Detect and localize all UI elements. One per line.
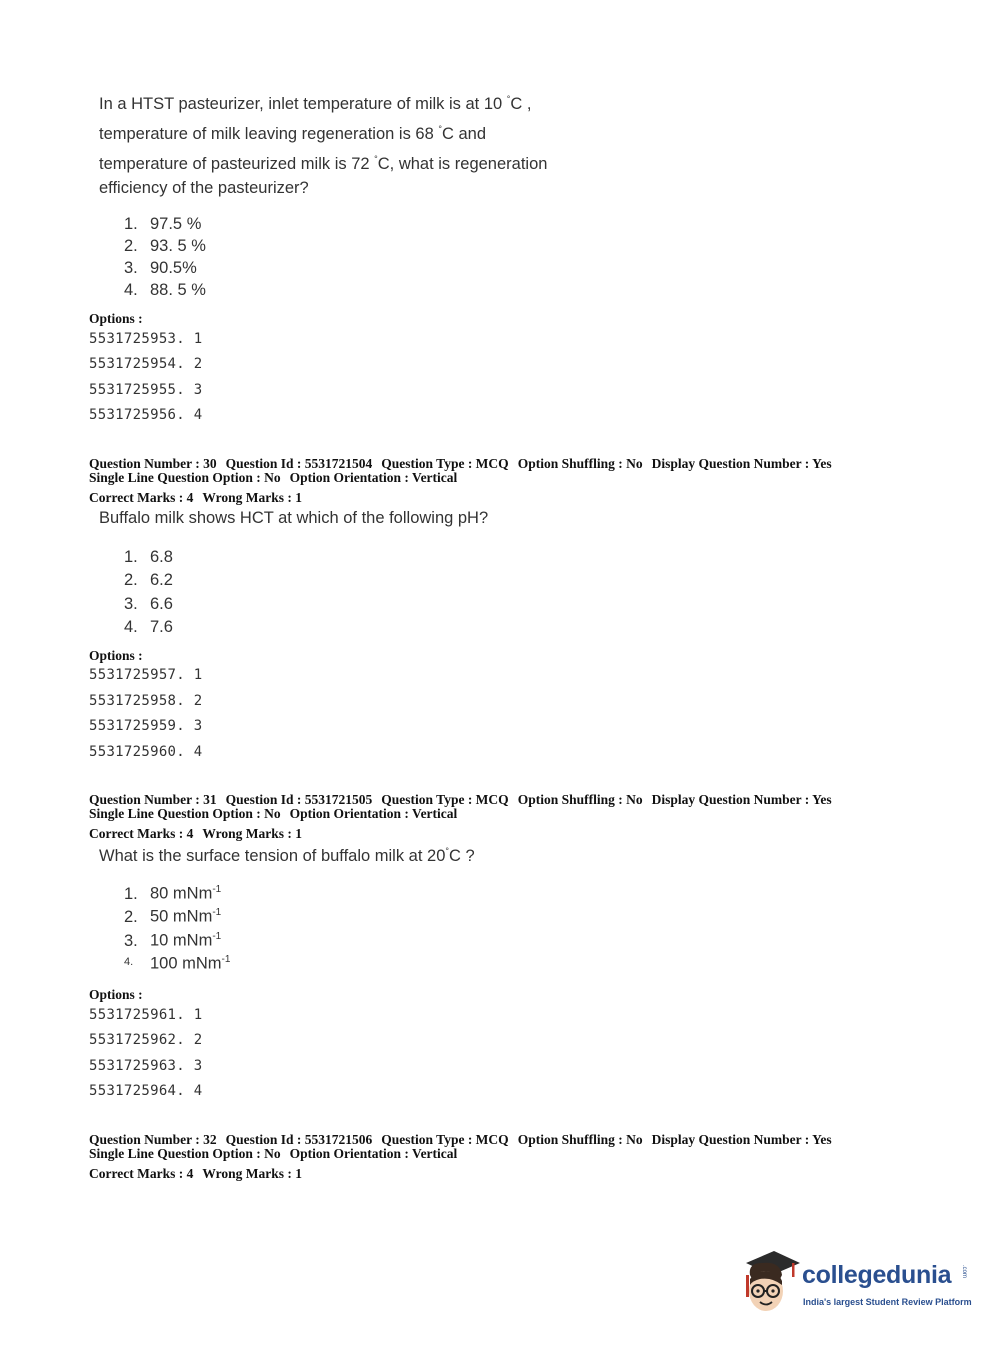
option-id: 5531725957. 1 [89,667,203,683]
question-meta: Single Line Question Option : No Option Orientation : Vertical [89,806,458,821]
answer-choice: 3. 10 mNm$^{-1}$ [124,931,222,950]
answer-choice: 1. 6.8 [124,548,173,566]
answer-choice: 2. 6.2 [124,571,173,589]
option-id: 5531725961. 1 [89,1007,203,1023]
option-id: 5531725953. 1 [89,331,203,347]
answer-choice: 3. 6.6 [124,595,173,613]
answer-choice: 2. 50 mNm$^{-1}$ [124,907,222,926]
logo-dotcom: .com [961,1265,967,1279]
question-text: temperature of milk leaving regeneration is 68 °C and [99,124,486,143]
logo-tagline: India's largest Student Review Platform [803,1297,972,1307]
options-label: Options : [89,648,143,663]
answer-choice: 3. 90.5% [124,259,197,277]
collegedunia-logo [740,1249,970,1321]
answer-choice: 4. 7.6 [124,618,173,636]
mascot-icon [740,1249,802,1319]
option-id: 5531725960. 4 [89,744,203,760]
answer-choice: 1. 97.5 % [124,215,202,233]
option-id: 5531725964. 4 [89,1083,203,1099]
question-text: What is the surface tension of buffalo milk at 20°C ? [99,846,475,865]
answer-choice: 2. 93. 5 % [124,237,206,255]
question-text: Buffalo milk shows HCT at which of the following pH? [99,509,489,527]
option-id: 5531725959. 3 [89,718,203,734]
answer-choice: 4. 100 mNm$^{-1}$ [124,954,231,973]
option-id: 5531725962. 2 [89,1032,203,1048]
question-meta: Single Line Question Option : No Option Orientation : Vertical [89,470,458,485]
marks-line: Correct Marks : 4 Wrong Marks : 1 [89,826,302,841]
question-meta: Question Number : 32 Question Id : 5531721506 Question Type : MCQ Option Shuffling : No Display Question Number : Yes [89,1132,832,1147]
answer-choice: 1. 80 mNm$^{-1}$ [124,884,222,903]
options-label: Options : [89,311,143,326]
options-label: Options : [89,987,143,1002]
question-meta: Question Number : 30 Question Id : 5531721504 Question Type : MCQ Option Shuffling : No Display Question Number : Yes [89,456,832,471]
option-id: 5531725956. 4 [89,407,203,423]
question-text: temperature of pasteurized milk is 72 °C, what is regeneration [99,154,548,173]
marks-line: Correct Marks : 4 Wrong Marks : 1 [89,1166,302,1181]
logo-wordmark: collegedunia [802,1261,952,1289]
question-meta: Question Number : 31 Question Id : 5531721505 Question Type : MCQ Option Shuffling : No Display Question Number : Yes [89,792,832,807]
option-id: 5531725963. 3 [89,1058,203,1074]
option-id: 5531725955. 3 [89,382,203,398]
question-text: efficiency of the pasteurizer? [99,179,309,197]
question-text: In a HTST pasteurizer, inlet temperature of milk is at 10 °C , [99,94,532,113]
option-id: 5531725954. 2 [89,356,203,372]
answer-choice: 4. 88. 5 % [124,281,206,299]
option-id: 5531725958. 2 [89,693,203,709]
question-meta: Single Line Question Option : No Option Orientation : Vertical [89,1146,458,1161]
marks-line: Correct Marks : 4 Wrong Marks : 1 [89,490,302,505]
